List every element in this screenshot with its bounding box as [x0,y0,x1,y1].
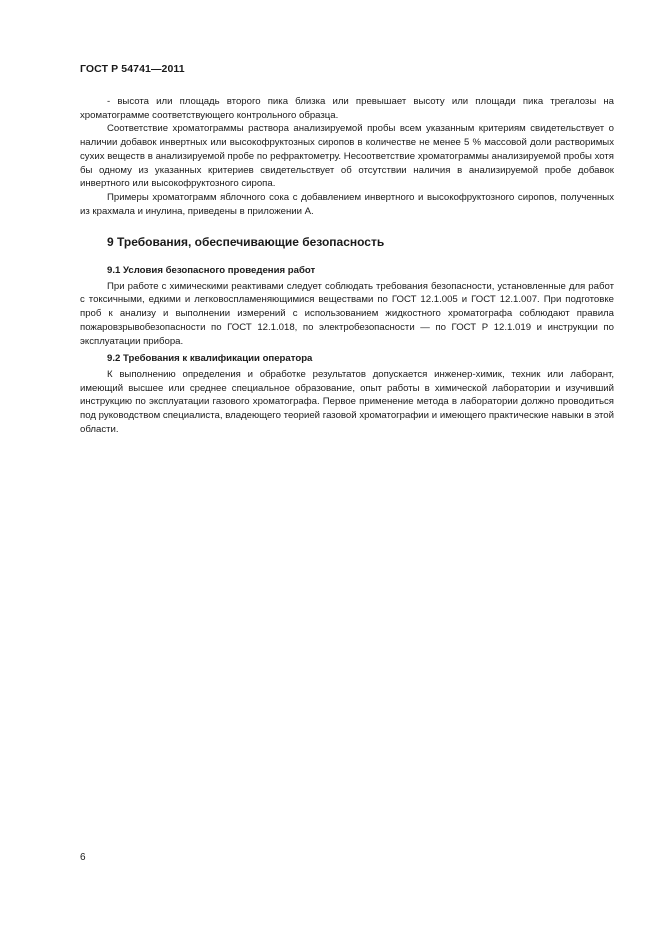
subsection-heading-9-2: 9.2 Требования к квалификации оператора [107,353,313,365]
page-body [80,95,614,436]
section-heading: 9 Требования, обеспечивающие безопасность [107,235,385,250]
paragraph-examples: Примеры хроматограмм яблочного сока с добавлением инвертного и высокофруктозного сиропов, полученных из крахмала и инулина, приведены в приложении А. [80,191,614,217]
subsection-heading-9-1: 9.1 Условия безопасного проведения работ [107,265,316,277]
paragraph-qualification: К выполнению определения и обработке результатов допускается инженер-химик, техник или лаборант, имеющий высшее или среднее специальное образование, опыт работы в химической лаборатории и изучивший инструкцию по эксплуатации газового хроматографа. Первое применение метода в лаборатории должно проводиться под руководством специалиста, владеющего теорией газовой хроматографии и имеющего практические навыки в этой области. [80,368,614,435]
page-number: 6 [80,852,86,863]
document-header: ГОСТ Р 54741—2011 [80,63,185,75]
paragraph-safety: При работе с химическими реактивами следует соблюдать требования безопасности, установленные для работ с токсичными, едкими и легковоспламеняющимися веществами по ГОСТ 12.1.005 и ГОСТ 12.1.007. При подготовке проб к анализу и выполнении измерений с использованием жидкостного хроматографа соблюдают правила пожаровзрывобезопасности по ГОСТ 12.1.018, по электробезопасности — по ГОСТ Р 12.1.019 и инструкции по эксплуатации прибора. [80,280,614,347]
paragraph-criterion: - высота или площадь второго пика близка или превышает высоту или площади пика трегалозы на хроматограмме соответствующего контрольного образца. [80,96,614,121]
paragraph-conformity: Соответствие хроматограммы раствора анализируемой пробы всем указанным критериям свидетельствует о наличии добавок инвертных или высокофруктозных сиропов в количестве не менее 5 % массовой доли растворимых сухих веществ в анализируемой пробе по рефрактометру. Несоответствие хроматограммы анализируемой пробы хотя бы одному из указанных критериев свидетельствует об отсутствии наличия в анализируемой пробе добавок инвертного или высокофруктозного сиропа. [80,123,614,190]
